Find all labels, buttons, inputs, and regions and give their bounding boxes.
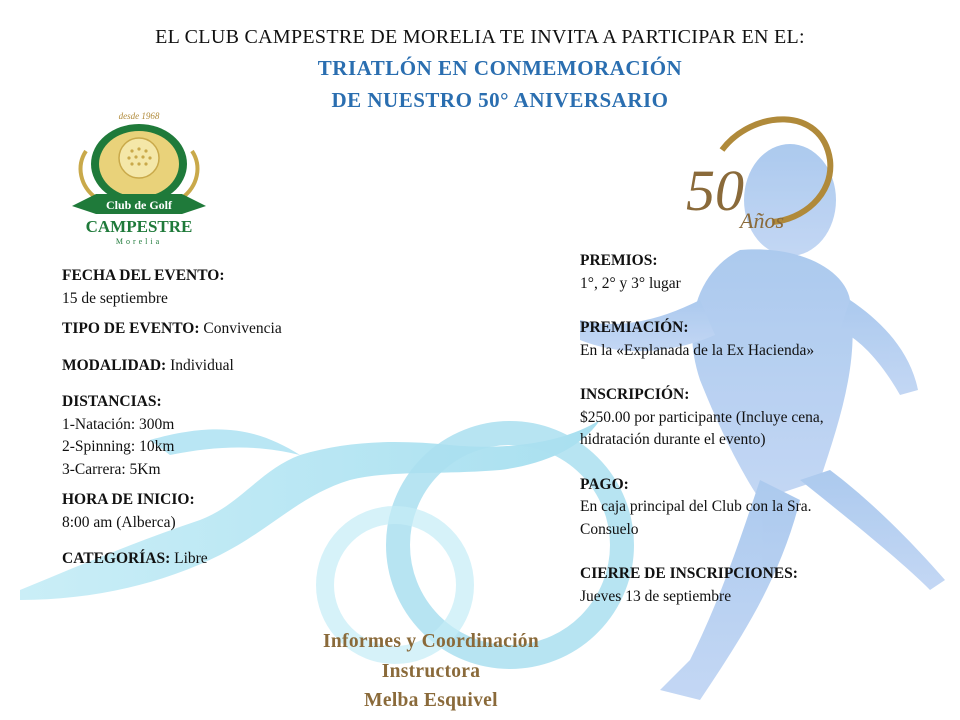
distancias-label: DISTANCIAS: bbox=[62, 393, 162, 410]
footer-instructor-name: Melba Esquivel bbox=[364, 690, 498, 711]
premios-value: 1°, 2° y 3° lugar bbox=[580, 274, 681, 292]
event-details-right bbox=[580, 250, 900, 608]
club-campestre-logo bbox=[66, 106, 212, 248]
premiacion-label: PREMIACIÓN: bbox=[580, 319, 689, 336]
premios-label: PREMIOS: bbox=[580, 252, 658, 269]
cierre-value: Jueves 13 de septiembre bbox=[580, 587, 732, 605]
fecha-value: 15 de septiembre bbox=[62, 289, 168, 307]
pago-value-1: En caja principal del Club con la Sra. bbox=[580, 498, 812, 515]
logo-desde-text: desde 1968 bbox=[118, 111, 160, 121]
logo-name-text: CAMPESTRE bbox=[85, 217, 193, 236]
tipo-value: Convivencia bbox=[203, 320, 282, 337]
inscripcion-value-1: $250.00 por participante (Incluye cena, bbox=[580, 408, 824, 426]
event-details-left bbox=[62, 265, 392, 571]
categorias-value: Libre bbox=[174, 550, 208, 567]
premiacion-value: En la «Explanada de la Ex Hacienda» bbox=[580, 341, 815, 359]
hora-value: 8:00 am (Alberca) bbox=[62, 513, 176, 531]
invitation-header: EL CLUB CAMPESTRE DE MORELIA TE INVITA A PARTICIPAR EN EL: bbox=[155, 26, 805, 48]
pago-value-2: Consuelo bbox=[580, 520, 639, 538]
categorias-label: CATEGORÍAS: bbox=[62, 550, 171, 567]
logo-city-text: Morelia bbox=[115, 237, 163, 246]
pago-label: PAGO: bbox=[580, 475, 629, 493]
hora-label: HORA DE INICIO: bbox=[62, 491, 195, 508]
modalidad-label: MODALIDAD: bbox=[62, 356, 167, 374]
anos-word: Años bbox=[740, 208, 784, 233]
event-title-line-1: TRIATLÓN EN CONMEMORACIÓN bbox=[317, 56, 683, 80]
distancia-natacion: 1-Natación: 300m bbox=[62, 415, 175, 433]
distancia-spinning: 2-Spinning: 10km bbox=[62, 438, 175, 455]
footer-instructora: Instructora bbox=[381, 661, 481, 682]
inscripcion-label: INSCRIPCIÓN: bbox=[580, 386, 690, 403]
fifty-number: 50 bbox=[686, 158, 744, 223]
footer-informes: Informes y Coordinación bbox=[323, 631, 539, 652]
logo-banner-text: Club de Golf bbox=[105, 198, 173, 212]
fifty-years-emblem bbox=[682, 110, 838, 238]
event-title-line-2: DE NUESTRO 50° ANIVERSARIO bbox=[331, 88, 669, 112]
cierre-label: CIERRE DE INSCRIPCIONES: bbox=[580, 565, 798, 582]
inscripcion-value-2: hidratación durante el evento) bbox=[580, 431, 766, 448]
tipo-label: TIPO DE EVENTO: bbox=[62, 320, 200, 337]
distancia-carrera: 3-Carrera: 5Km bbox=[62, 460, 161, 478]
modalidad-value: Individual bbox=[170, 356, 234, 374]
fecha-label: FECHA DEL EVENTO: bbox=[62, 267, 225, 284]
